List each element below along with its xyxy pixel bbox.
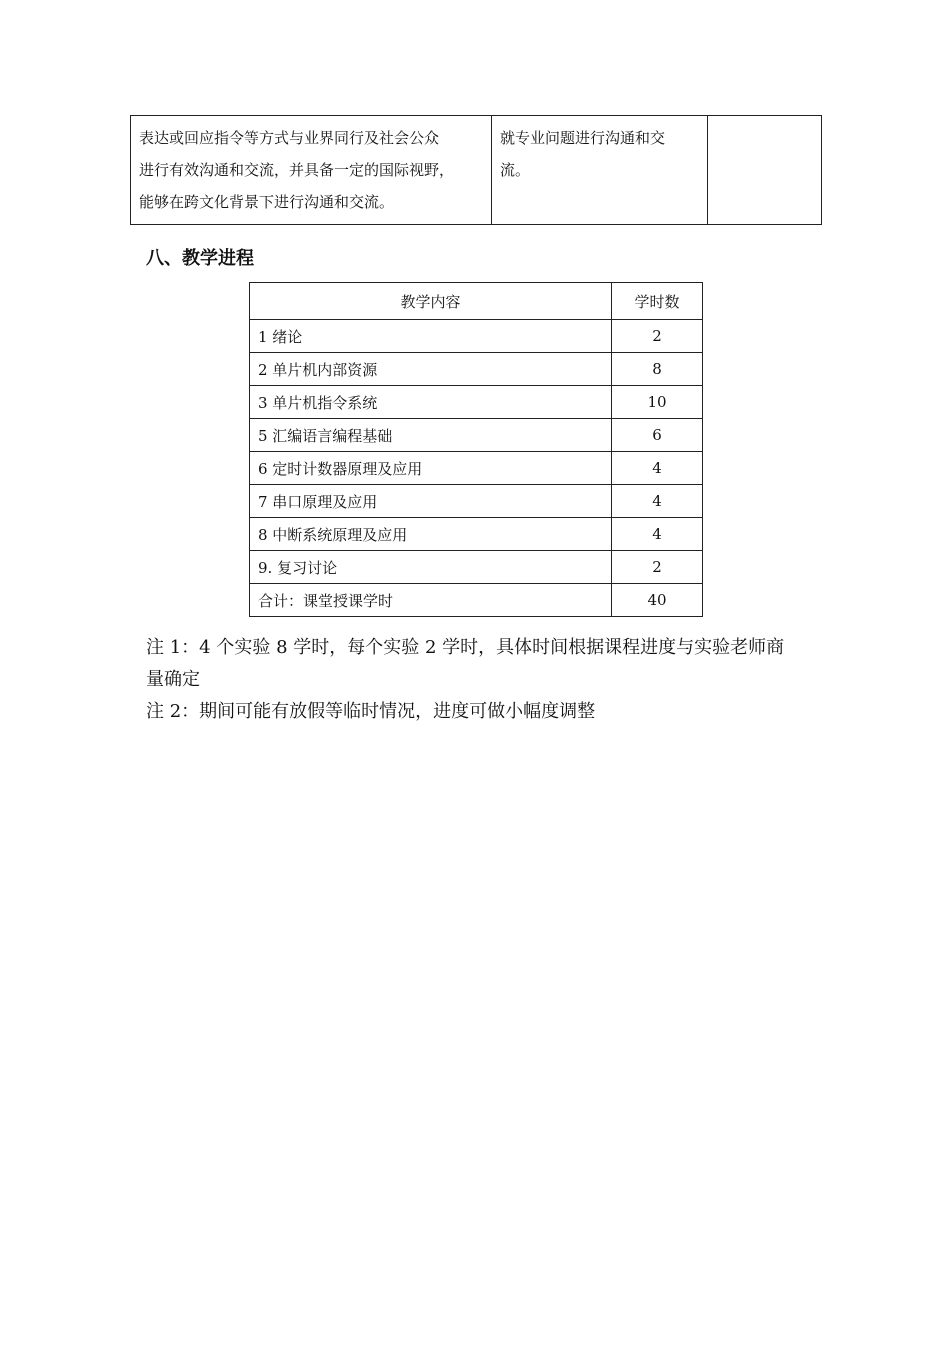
header-content: 教学内容 [250,283,612,320]
header-hours: 学时数 [612,283,703,320]
row-content: 9. 复习讨论 [250,551,612,584]
notes-block [146,632,826,728]
row-content: 7 串口原理及应用 [250,485,612,518]
table-row [250,551,703,584]
requirement-line: 进行有效沟通和交流，并具备一定的国际视野， [139,161,455,179]
outcome-table [130,115,822,225]
requirement-line: 能够在跨文化背景下进行沟通和交流。 [139,193,395,211]
table-row [250,518,703,551]
indicator-line: 就专业问题进行沟通和交 [500,129,666,147]
row-hours: 8 [612,353,703,386]
row-content: 5 汇编语言编程基础 [250,419,612,452]
table-row [250,419,703,452]
row-hours: 4 [612,485,703,518]
row-content: 2 单片机内部资源 [250,353,612,386]
row-hours: 4 [612,518,703,551]
row-hours: 6 [612,419,703,452]
row-hours: 4 [612,452,703,485]
total-label: 合计：课堂授课学时 [250,584,612,617]
table-row [131,116,822,225]
row-content: 3 单片机指令系统 [250,386,612,419]
outcome-empty-cell [708,116,822,225]
teaching-schedule-table [249,282,703,617]
table-row [250,353,703,386]
outcome-requirement-cell [131,116,492,225]
section-title: 八、教学进程 [146,248,254,269]
row-hours: 10 [612,386,703,419]
note-2: 注 2：期间可能有放假等临时情况，进度可做小幅度调整 [146,701,596,722]
requirement-line: 表达或回应指令等方式与业界同行及社会公众 [139,129,440,147]
table-total-row [250,584,703,617]
row-hours: 2 [612,320,703,353]
row-hours: 2 [612,551,703,584]
table-header-row [250,283,703,320]
row-content: 6 定时计数器原理及应用 [250,452,612,485]
row-content: 1 绪论 [250,320,612,353]
indicator-line: 流。 [500,161,531,179]
table-row [250,485,703,518]
note-1-line-2: 量确定 [146,669,200,690]
total-hours: 40 [612,584,703,617]
row-content: 8 中断系统原理及应用 [250,518,612,551]
table-row [250,320,703,353]
outcome-indicator-cell [492,116,708,225]
table-row [250,386,703,419]
note-1-line-1: 注 1：4 个实验 8 学时，每个实验 2 学时，具体时间根据课程进度与实验老师商 [146,637,785,658]
table-row [250,452,703,485]
